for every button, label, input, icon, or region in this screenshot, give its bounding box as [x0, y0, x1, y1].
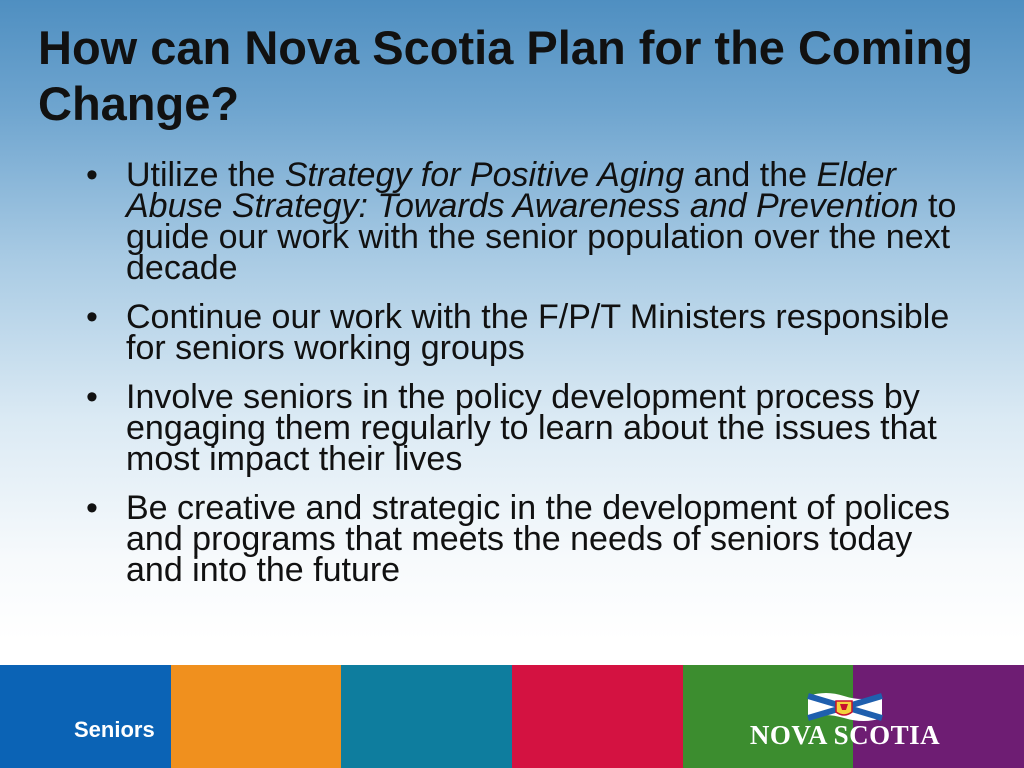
bullet-item [86, 156, 966, 287]
nova-scotia-wordmark: NOVA SCOTIA [749, 720, 941, 750]
bullet-dot: • [86, 489, 98, 527]
bullet-item [86, 489, 966, 589]
bullet-text: Utilize the [126, 156, 285, 194]
bullet-text: Be creative and strategic in the development of polices and programs that meets the needs of seniors today and into the future [126, 489, 951, 589]
seniors-label: Seniors [74, 717, 155, 742]
nova-scotia-flag-icon [806, 690, 884, 724]
bullet-italic-text: Strategy for Positive Aging [284, 156, 685, 194]
footer-band-orange [171, 665, 342, 768]
nova-scotia-logo [740, 690, 950, 750]
bullet-item [86, 298, 966, 367]
bullet-text: Involve seniors in the policy development process by engaging them regularly to learn about the issues that most impact their lives [126, 378, 937, 478]
bullet-dot: • [86, 298, 98, 336]
bullet-text: Continue our work with the F/P/T Ministers responsible for seniors working groups [126, 298, 950, 367]
bullet-item [86, 378, 966, 478]
bullet-text: to guide our work with the senior population over the next decade [126, 187, 957, 287]
footer-band-teal [341, 665, 512, 768]
bullet-italic-text: Elder Abuse Strategy: Towards Awareness and Prevention [126, 156, 919, 225]
footer-band-red [512, 665, 683, 768]
bullet-list [86, 156, 966, 604]
slide-title: How can Nova Scotia Plan for the Coming Change? [38, 21, 973, 130]
bullet-dot: • [86, 378, 98, 416]
bullet-dot: • [86, 156, 98, 194]
footer-band-blue [0, 665, 171, 768]
bullet-text: and the [684, 156, 817, 194]
